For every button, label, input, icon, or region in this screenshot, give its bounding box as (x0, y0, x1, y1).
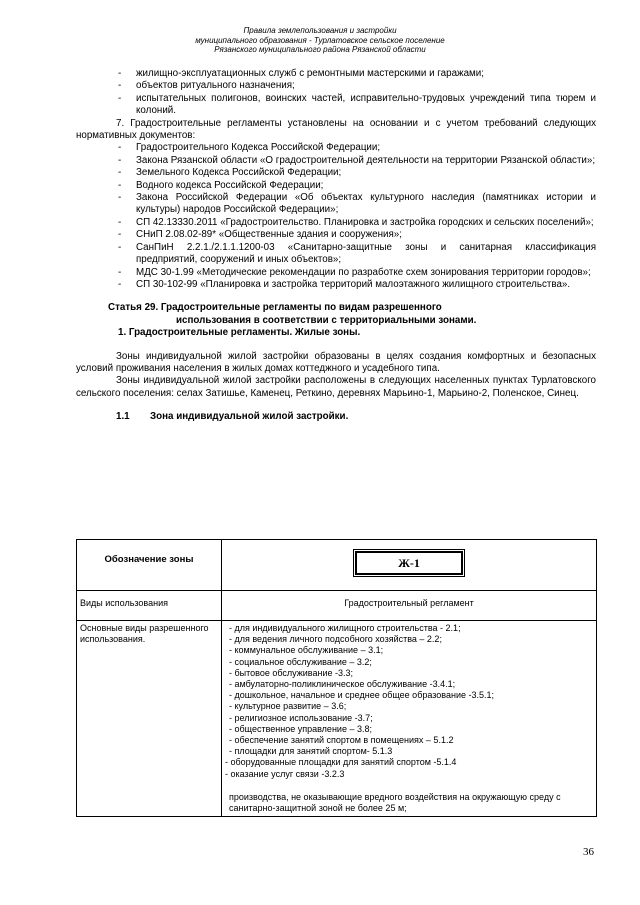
use-item: - амбулаторно-поликлиническое обслуживание -3.4.1; (229, 679, 456, 690)
zone-regulation-table (76, 539, 597, 817)
paragraph-7: 7. Градостроительные регламенты установлены на основании и с учетом требований следующих нормативных документов: (76, 117, 596, 142)
doc-list-item: - СНиП 2.08.02-89* «Общественные здания и сооружения»; (76, 229, 596, 241)
uses-cell (222, 621, 597, 817)
doc-list-item: - Закона Рязанской области «О градостроительной деятельности на территории Рязанской области»; (76, 155, 596, 167)
header-line-2: муниципального образования - Турлатовское сельское поселение (195, 35, 445, 45)
list-item: - испытательных полигонов, воинских частей, исправительно-трудовых учреждений типа тюрем и колоний. (76, 93, 596, 118)
table-row (77, 591, 597, 621)
use-note: производства, не оказывающие вредного воздействия на окружающую среду с санитарно-защитной зоной не более 25 м; (229, 791, 561, 814)
regulation-label: Градостроительный регламент (222, 591, 597, 621)
doc-list-item: - СанПиН 2.2.1./2.1.1.1200-03 «Санитарно-защитные зоны и санитарная классификация предприятий, сооружений и иных объектов»; (76, 242, 596, 267)
list-item: - объектов ритуального назначения; (76, 80, 596, 92)
zone-code-box: Ж-1 (355, 551, 463, 575)
use-item: - оборудованные площадки для занятий спортом -5.1.4 (225, 757, 457, 768)
doc-list-item: - СП 30-102-99 «Планировка и застройка территорий малоэтажного жилищного строительства». (76, 279, 596, 291)
use-item: - для ведения личного подсобного хозяйства – 2.2; (229, 634, 442, 645)
zones-paragraph-1: Зоны индивидуальной жилой застройки образованы в целях создания комфортных и безопасных условий проживания населения в жилых домах коттеджного и усадебного типа. (76, 350, 596, 374)
use-item: - общественное управление – 3.8; (229, 723, 372, 734)
use-item: - обеспечение занятий спортом в помещениях – 5.1.2 (229, 735, 454, 746)
article-heading (108, 302, 596, 327)
table-row (77, 540, 597, 591)
header-line-1: Правила землепользования и застройки (243, 26, 397, 35)
running-header (150, 26, 490, 55)
zone-heading-title: Зона индивидуальной жилой застройки. (150, 411, 349, 423)
use-item: - культурное развитие – 3.6; (229, 701, 347, 712)
article-heading-line-2: использования в соответствии с территориальными зонами. (176, 314, 477, 326)
use-item: - социальное обслуживание – 3.2; (229, 656, 372, 667)
use-item: - коммунальное обслуживание – 3.1; (229, 645, 384, 656)
zone-label-cell: Обозначение зоны (77, 540, 222, 591)
use-item: - для индивидуального жилищного строительства - 2.1; (229, 623, 461, 633)
doc-list-item: - Водного кодекса Российской Федерации; (76, 180, 596, 192)
doc-list-item: - Градостроительного Кодекса Российской Федерации; (76, 142, 596, 154)
use-item: - дошкольное, начальное и среднее общее образование -3.5.1; (229, 690, 494, 701)
zone-heading-number: 1.1 (116, 411, 130, 423)
zone-code-cell (222, 540, 597, 591)
header-line-3: Рязанского муниципального района Рязанской области (214, 45, 426, 54)
section-heading: 1. Градостроительные регламенты. Жилые зоны. (118, 327, 361, 339)
zone-heading (76, 411, 596, 423)
table-row (77, 621, 597, 817)
use-item: - оказание услуг связи -3.2.3 (225, 768, 345, 779)
use-item: - бытовое обслуживание -3.3; (229, 667, 353, 678)
doc-list-item: - МДС 30-1.99 «Методические рекомендации по разработке схем зонирования территории городов»; (76, 267, 596, 279)
doc-list-item: - Закона Российской Федерации «Об объектах культурного наследия (памятниках истории и культуры) народов Российской Федерации»; (76, 192, 596, 217)
zones-paragraph-2: Зоны индивидуальной жилой застройки расположены в следующих населенных пунктах Турлатовского сельского поселения: селах Затишье, Каменец, Реткино, деревнях Марьино-1, Марьино-2, Поленское, Синец. (76, 375, 596, 399)
list-item: - жилищно-эксплуатационных служб с ремонтными мастерскими и гаражами; (76, 68, 596, 80)
use-types-label: Виды использования (77, 591, 222, 621)
document-body (76, 68, 596, 424)
doc-list-item: - Земельного Кодекса Российской Федерации; (76, 167, 596, 179)
use-item: - религиозное использование -3.7; (229, 712, 373, 723)
article-heading-line-1: Статья 29. Градостроительные регламенты по видам разрешенного (108, 302, 442, 314)
page-number: 36 (583, 846, 594, 858)
doc-list-item: - СП 42.13330.2011 «Градостроительство. Планировка и застройка городских и сельских поселений»; (76, 217, 596, 229)
use-item: - площадки для занятий спортом- 5.1.3 (229, 746, 393, 757)
main-uses-label: Основные виды разрешенного использования. (77, 621, 222, 817)
